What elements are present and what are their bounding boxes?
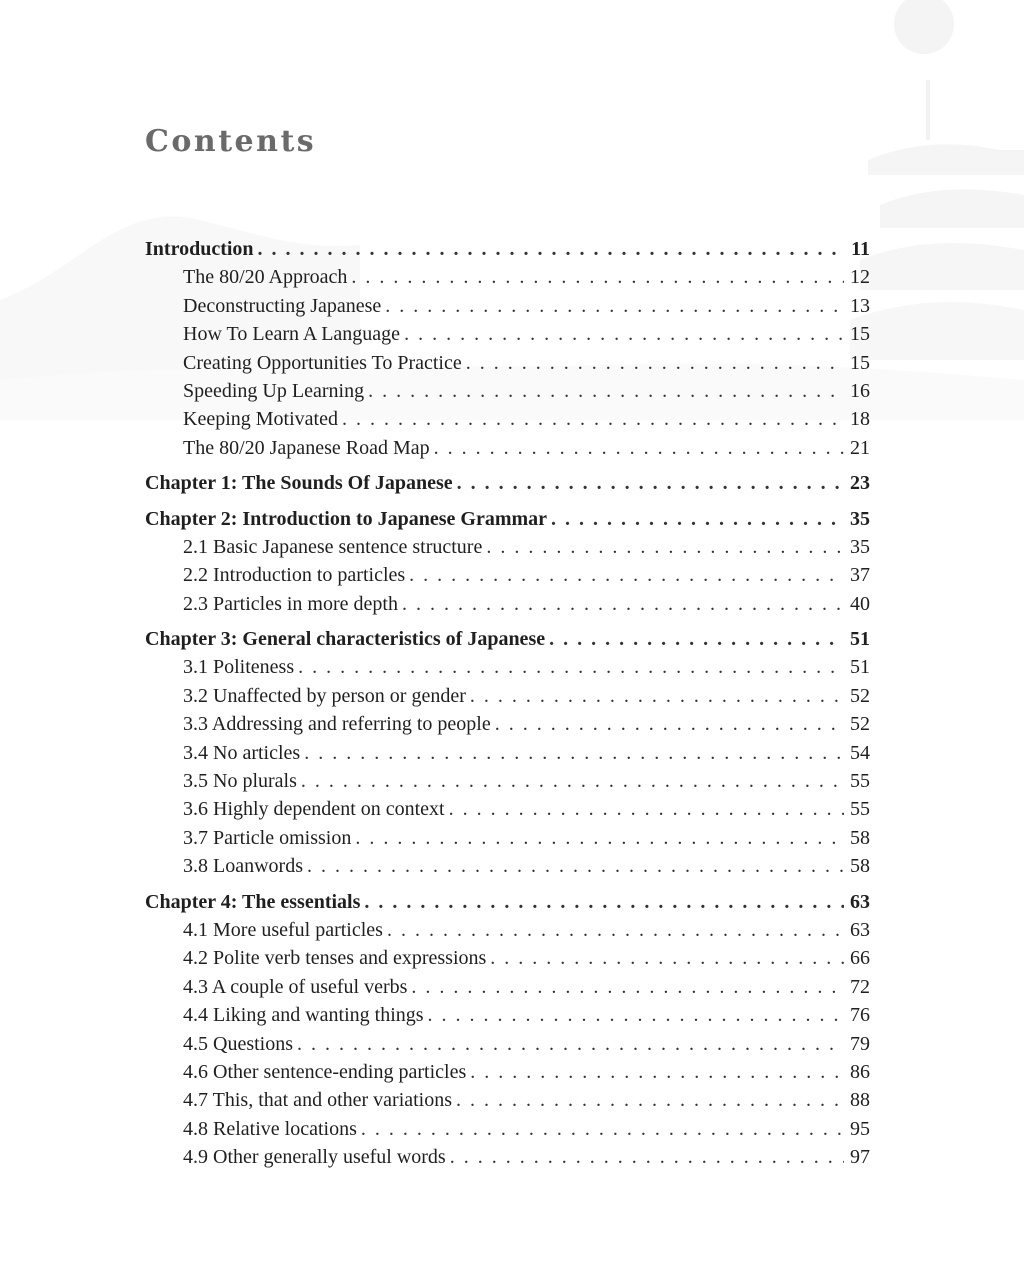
section-title: 2.1 Basic Japanese sentence structure [183,535,483,558]
section-title: 2.2 Introduction to particles [183,564,406,587]
dot-leader [387,916,844,944]
dot-leader [428,1001,844,1029]
page-number: 51 [850,628,870,651]
dot-leader [301,767,844,795]
toc-group [145,235,870,462]
page-number: 15 [850,351,870,374]
section-title: 4.1 More useful particles [183,918,383,941]
pagoda-tier-2 [880,189,1024,228]
page-number: 66 [850,947,870,970]
page-number: 40 [850,592,870,615]
page-number: 11 [851,238,870,260]
chapter-title: Chapter 1: The Sounds Of Japanese [145,472,453,495]
toc-chapter-entry[interactable] [145,505,870,533]
toc-section-entry[interactable] [145,916,870,944]
dot-leader [385,292,844,320]
page-number: 13 [850,294,870,317]
dot-leader [307,852,844,880]
page-number: 35 [850,507,870,530]
toc-section-entry[interactable] [145,1115,870,1143]
page-number: 35 [850,535,870,558]
section-title: 4.2 Polite verb tenses and expressions [183,947,487,970]
dot-leader [298,653,844,681]
dot-leader [258,235,844,263]
toc-section-entry[interactable] [145,292,870,320]
dot-leader [457,469,844,497]
table-of-contents [145,235,870,1172]
dot-leader [490,944,844,972]
page-title: Contents [145,124,317,159]
page-number: 12 [850,266,870,289]
section-title: 3.2 Unaffected by person or gender [183,684,466,707]
page-number: 79 [850,1032,870,1055]
chapter-title: Introduction [145,238,254,260]
toc-section-entry[interactable] [145,795,870,823]
section-title: 2.3 Particles in more depth [183,592,398,615]
toc-section-entry[interactable] [145,590,870,618]
section-title: Keeping Motivated [183,408,338,431]
toc-section-entry[interactable] [145,824,870,852]
section-title: 3.6 Highly dependent on context [183,798,445,821]
page-number: 52 [850,713,870,736]
toc-section-entry[interactable] [145,434,870,462]
dot-leader [449,795,844,823]
dot-leader [466,349,844,377]
page-number: 86 [850,1060,870,1083]
dot-leader [342,405,844,433]
page-number: 88 [850,1089,870,1112]
section-title: Creating Opportunities To Practice [183,351,462,374]
dot-leader [486,533,844,561]
page-number: 23 [850,472,870,495]
toc-section-entry[interactable] [145,1030,870,1058]
toc-section-entry[interactable] [145,533,870,561]
toc-section-entry[interactable] [145,1058,870,1086]
toc-section-entry[interactable] [145,1001,870,1029]
page-number: 63 [850,890,870,913]
toc-chapter-entry[interactable] [145,469,870,497]
dot-leader [470,1058,844,1086]
dot-leader [470,682,844,710]
toc-group [145,625,870,881]
toc-section-entry[interactable] [145,320,870,348]
section-title: 3.7 Particle omission [183,826,352,849]
dot-leader [361,1115,844,1143]
page-number: 58 [850,826,870,849]
section-title: The 80/20 Japanese Road Map [183,436,430,459]
section-title: 4.7 This, that and other variations [183,1089,453,1112]
toc-chapter-entry[interactable] [145,235,870,263]
toc-section-entry[interactable] [145,682,870,710]
section-title: 3.3 Addressing and referring to people [183,713,491,736]
dot-leader [368,377,844,405]
section-title: 4.9 Other generally useful words [183,1146,446,1169]
pagoda-tier-3 [860,243,1024,290]
page-number: 58 [850,855,870,878]
page-number: 18 [850,408,870,431]
chapter-title: Chapter 2: Introduction to Japanese Grammar [145,507,548,530]
page-number: 55 [850,770,870,793]
toc-section-entry[interactable] [145,973,870,1001]
page-number: 97 [850,1146,870,1169]
toc-group [145,888,870,1172]
dot-leader [551,505,844,533]
toc-group [145,469,870,497]
chapter-title: Chapter 3: General characteristics of Japanese [145,628,546,651]
toc-section-entry[interactable] [145,767,870,795]
dot-leader [404,320,844,348]
page-number: 76 [850,1004,870,1027]
section-title: How To Learn A Language [183,323,401,346]
section-title: Speeding Up Learning [183,379,365,402]
toc-section-entry[interactable] [145,263,870,291]
dot-leader [411,973,844,1001]
section-title: 4.5 Questions [183,1032,293,1055]
page-number: 95 [850,1117,870,1140]
toc-section-entry[interactable] [145,710,870,738]
page-number: 37 [850,564,870,587]
page-number: 72 [850,975,870,998]
pagoda-tier-1 [868,144,1024,175]
toc-section-entry[interactable] [145,377,870,405]
section-title: 3.5 No plurals [183,770,297,793]
dot-leader [297,1030,844,1058]
section-title: 4.6 Other sentence-ending particles [183,1060,467,1083]
section-title: The 80/20 Approach [183,266,348,289]
toc-section-entry[interactable] [145,561,870,589]
toc-section-entry[interactable] [145,944,870,972]
page-number: 52 [850,684,870,707]
toc-section-entry[interactable] [145,1143,870,1171]
page-number: 21 [850,436,870,459]
toc-section-entry[interactable] [145,1086,870,1114]
toc-group [145,505,870,619]
dot-leader [456,1086,844,1114]
toc-section-entry[interactable] [145,739,870,767]
page-number: 63 [850,918,870,941]
dot-leader [402,590,844,618]
page-number: 15 [850,323,870,346]
dot-leader [364,888,844,916]
page-number: 55 [850,798,870,821]
section-title: 3.4 No articles [183,741,301,764]
toc-chapter-entry[interactable] [145,888,870,916]
section-title: 4.3 A couple of useful verbs [183,975,408,998]
page-number: 54 [850,741,870,764]
section-title: 4.4 Liking and wanting things [183,1004,424,1027]
chapter-title: Chapter 4: The essentials [145,890,361,913]
page-number: 16 [850,379,870,402]
page-number: 51 [850,656,870,679]
pagoda-tier-4 [850,302,1024,360]
dot-leader [351,263,844,291]
dot-leader [450,1143,844,1171]
toc-section-entry[interactable] [145,405,870,433]
toc-section-entry[interactable] [145,349,870,377]
section-title: Deconstructing Japanese [183,294,382,317]
dot-leader [304,739,844,767]
sun-circle [894,0,954,54]
dot-leader [434,434,844,462]
toc-section-entry[interactable] [145,852,870,880]
dot-leader [495,710,844,738]
pagoda-spire [926,80,930,140]
section-title: 3.1 Politeness [183,656,295,679]
dot-leader [355,824,844,852]
toc-section-entry[interactable] [145,653,870,681]
dot-leader [409,561,844,589]
dot-leader [549,625,844,653]
toc-chapter-entry[interactable] [145,625,870,653]
section-title: 4.8 Relative locations [183,1117,357,1140]
section-title: 3.8 Loanwords [183,855,303,878]
